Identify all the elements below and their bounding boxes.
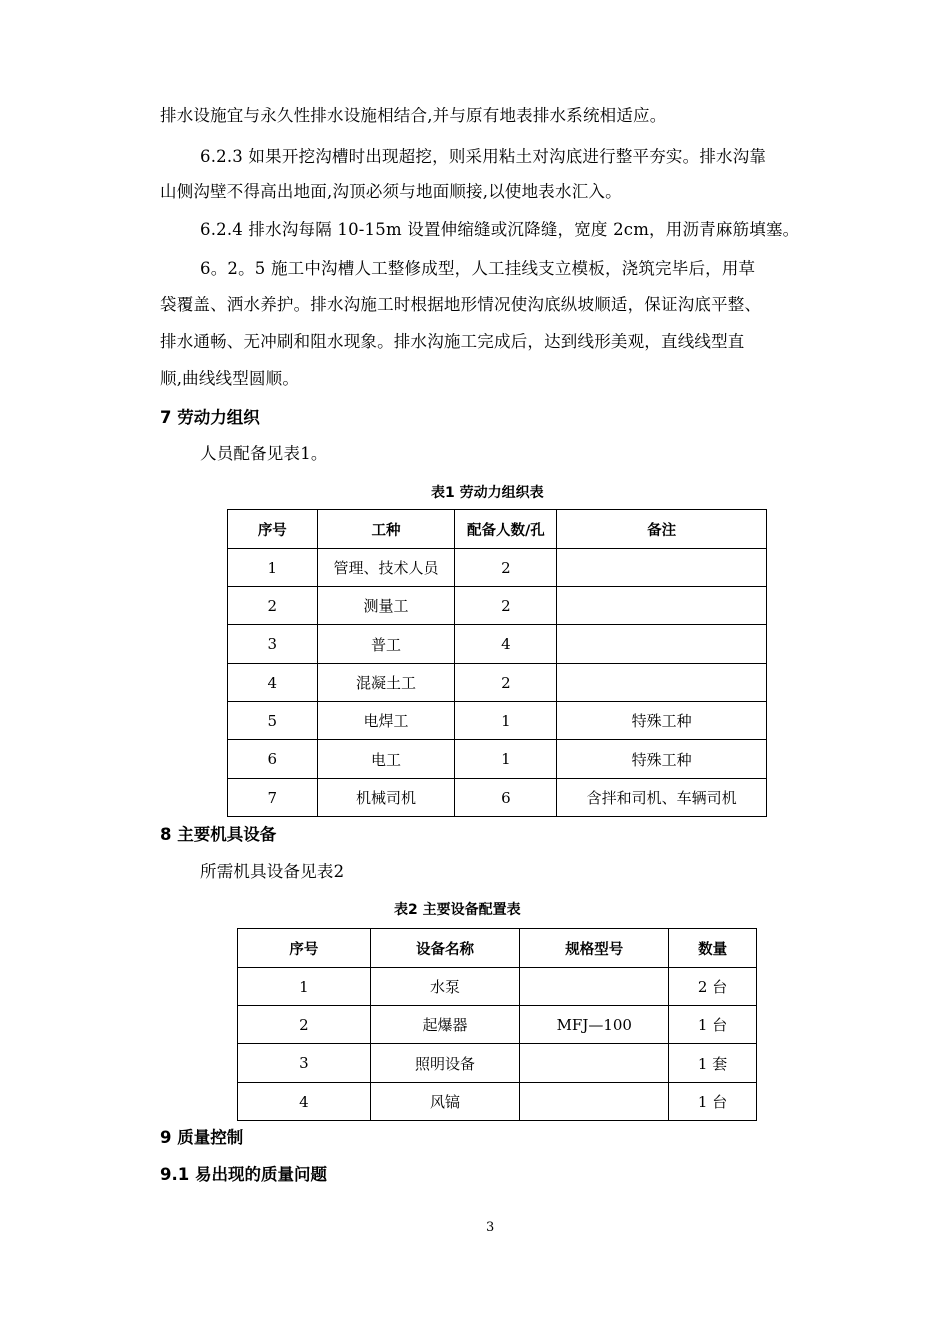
paragraph-6-2-5-line2: 袋覆盖、洒水养护。排水沟施工时根据地形情况使沟底纵坡顺适，保证沟底平整、 [160, 295, 762, 314]
cell-job-type: 电焊工 [317, 702, 455, 740]
cell-job-type: 机械司机 [317, 779, 455, 817]
table-1-caption: 表1 劳动力组织表 [431, 485, 544, 501]
cell-equipment-name: 水泵 [370, 968, 520, 1006]
cell-quantity: 1 套 [669, 1044, 757, 1083]
cell-serial: 3 [228, 625, 318, 664]
cell-remarks: 特殊工种 [557, 740, 767, 779]
cell-count: 1 [455, 740, 557, 779]
table-row [228, 587, 767, 625]
table-row [228, 549, 767, 587]
cell-serial: 1 [238, 968, 371, 1006]
table-row [238, 1044, 757, 1083]
cell-remarks [557, 625, 767, 664]
page-number: 3 [486, 1220, 495, 1235]
cell-count: 6 [455, 779, 557, 817]
table-2-caption: 表2 主要设备配置表 [394, 902, 521, 918]
cell-job-type: 电工 [317, 740, 455, 779]
cell-job-type: 测量工 [317, 587, 455, 625]
section-9-heading: 9 质量控制 [160, 1128, 244, 1147]
cell-remarks [557, 664, 767, 702]
cell-serial: 3 [238, 1044, 371, 1083]
paragraph-6-2-5-line3: 排水通畅、无冲刷和阻水现象。排水沟施工完成后，达到线形美观，直线线型直 [160, 332, 745, 351]
cell-serial: 1 [228, 549, 318, 587]
header-remarks: 备注 [557, 510, 767, 549]
cell-job-type: 普工 [317, 625, 455, 664]
cell-serial: 2 [238, 1006, 371, 1044]
header-serial: 序号 [238, 929, 371, 968]
table-row [238, 1083, 757, 1121]
cell-remarks [557, 549, 767, 587]
cell-serial: 7 [228, 779, 318, 817]
cell-serial: 4 [228, 664, 318, 702]
header-staff-per-hole: 配备人数/孔 [455, 510, 557, 549]
paragraph-6-2-4: 6.2.4 排水沟每隔 10-15m 设置伸缩缝或沉降缝，宽度 2cm，用沥青麻筋填塞。 [200, 220, 800, 239]
cell-remarks: 含拌和司机、车辆司机 [557, 779, 767, 817]
cell-model: MFJ—100 [520, 1006, 669, 1044]
cell-count: 2 [455, 587, 557, 625]
table-row [238, 1006, 757, 1044]
header-quantity: 数量 [669, 929, 757, 968]
equipment-configuration-table [237, 928, 757, 1121]
cell-quantity: 1 台 [669, 1006, 757, 1044]
cell-model [520, 1083, 669, 1121]
table-header-row [238, 929, 757, 968]
table-row [228, 740, 767, 779]
section-9-1-heading: 9.1 易出现的质量问题 [160, 1165, 327, 1184]
paragraph-6-2-5-line1: 6。2。5 施工中沟槽人工整修成型，人工挂线支立模板，浇筑完毕后，用草 [200, 259, 756, 278]
cell-serial: 4 [238, 1083, 371, 1121]
table-row [228, 779, 767, 817]
cell-count: 1 [455, 702, 557, 740]
section-7-heading: 7 劳动力组织 [160, 408, 260, 427]
section-8-heading: 8 主要机具设备 [160, 825, 277, 844]
cell-equipment-name: 起爆器 [370, 1006, 520, 1044]
paragraph-drainage-combination: 排水设施宜与永久性排水设施相结合,并与原有地表排水系统相适应。 [160, 106, 667, 125]
table-row [238, 968, 757, 1006]
header-job-type: 工种 [317, 510, 455, 549]
cell-count: 2 [455, 549, 557, 587]
cell-job-type: 管理、技术人员 [317, 549, 455, 587]
cell-job-type: 混凝土工 [317, 664, 455, 702]
paragraph-6-2-3-line2: 山侧沟壁不得高出地面,沟顶必须与地面顺接,以使地表水汇入。 [160, 182, 622, 201]
cell-count: 2 [455, 664, 557, 702]
paragraph-6-2-3-line1: 6.2.3 如果开挖沟槽时出现超挖，则采用粘土对沟底进行整平夯实。排水沟靠 [200, 147, 767, 166]
labor-organization-table [227, 509, 767, 817]
cell-remarks [557, 587, 767, 625]
cell-model [520, 1044, 669, 1083]
header-model: 规格型号 [520, 929, 669, 968]
cell-equipment-name: 照明设备 [370, 1044, 520, 1083]
table-header-row [228, 510, 767, 549]
cell-model [520, 968, 669, 1006]
table-row [228, 702, 767, 740]
section-8-intro: 所需机具设备见表2 [200, 862, 345, 881]
paragraph-6-2-5-line4: 顺,曲线线型圆顺。 [160, 369, 300, 388]
header-equipment-name: 设备名称 [370, 929, 520, 968]
table-row [228, 625, 767, 664]
cell-quantity: 2 台 [669, 968, 757, 1006]
cell-equipment-name: 风镐 [370, 1083, 520, 1121]
cell-count: 4 [455, 625, 557, 664]
table-row [228, 664, 767, 702]
cell-serial: 2 [228, 587, 318, 625]
section-7-intro: 人员配备见表1。 [200, 444, 328, 463]
cell-quantity: 1 台 [669, 1083, 757, 1121]
cell-remarks: 特殊工种 [557, 702, 767, 740]
cell-serial: 5 [228, 702, 318, 740]
cell-serial: 6 [228, 740, 318, 779]
header-serial: 序号 [228, 510, 318, 549]
